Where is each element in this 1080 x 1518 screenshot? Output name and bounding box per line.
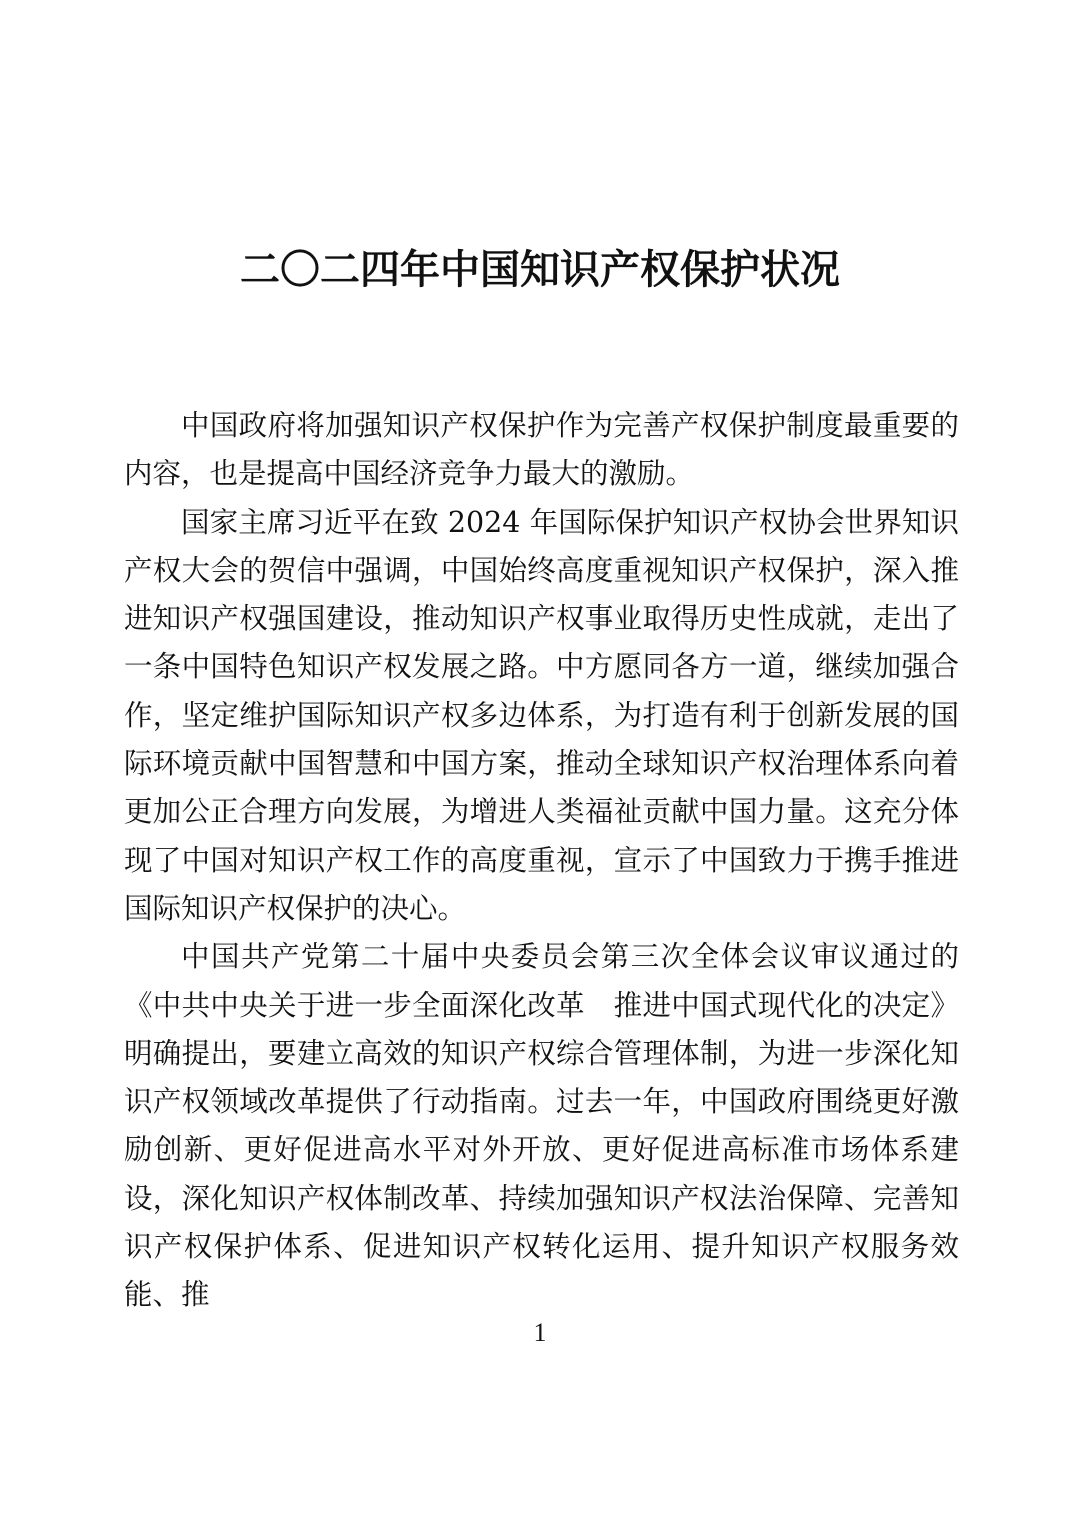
- document-body: [124, 402, 959, 1320]
- page-number: 1: [533, 1318, 547, 1347]
- paragraph-2: 国家主席习近平在致 2024 年国际保护知识产权协会世界知识产权大会的贺信中强调，中国始终高度重视知识产权保护，深入推进知识产权强国建设，推动知识产权事业取得历史性成就，走出了一条中国特色知识产权发展之路。中方愿同各方一道，继续加强合作，坚定维护国际知识产权多边体系，为打造有利于创新发展的国际环境贡献中国智慧和中国方案，推动全球知识产权治理体系向着更加公正合理方向发展，为增进人类福祉贡献中国力量。这充分体现了中国对知识产权工作的高度重视，宣示了中国致力于携手推进国际知识产权保护的决心。: [124, 505, 959, 925]
- page-title: 二〇二四年中国知识产权保护状况: [240, 247, 840, 293]
- paragraph-1: 中国政府将加强知识产权保护作为完善产权保护制度最重要的内容，也是提高中国经济竞争力最大的激励。: [124, 409, 959, 491]
- paragraph-3: 中国共产党第二十届中央委员会第三次全体会议审议通过的《中共中央关于进一步全面深化改革 推进中国式现代化的决定》明确提出，要建立高效的知识产权综合管理体制，为进一步深化知识产权领域改革提供了行动指南。过去一年，中国政府围绕更好激励创新、更好促进高水平对外开放、更好促进高标准市场体系建设，深化知识产权体制改革、持续加强知识产权法治保障、完善知识产权保护体系、促进知识产权转化运用、提升知识产权服务效能、推: [124, 940, 959, 1312]
